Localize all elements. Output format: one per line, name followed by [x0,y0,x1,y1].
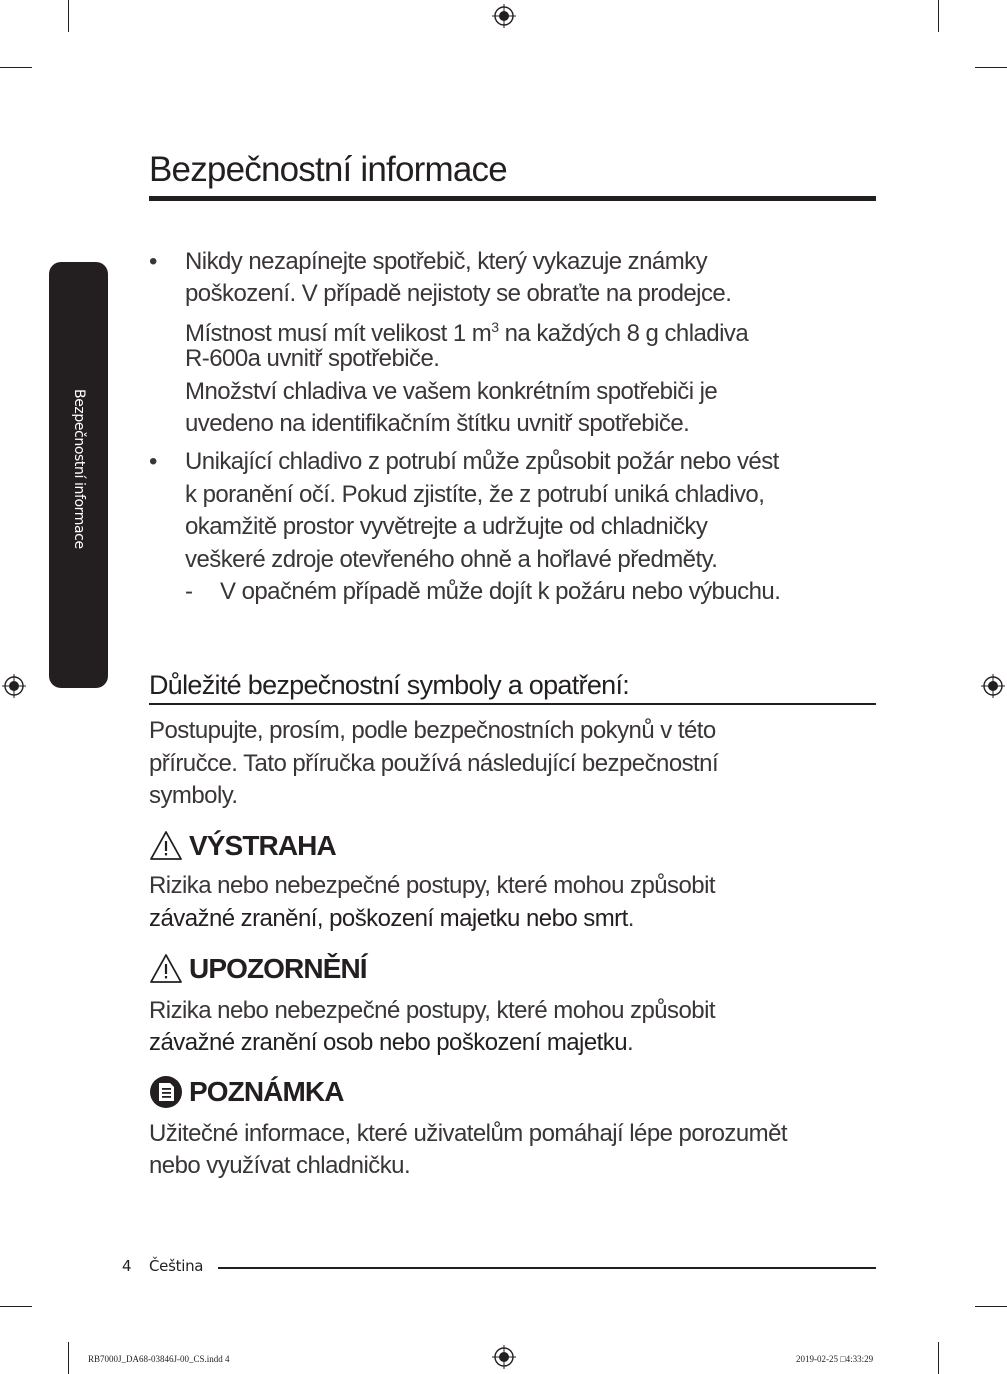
warning-description: Rizika nebo nebezpečné postupy, které mohou způsobit [149,872,715,899]
bullet-line: R-600a uvnitř spotřebiče. [185,345,440,372]
crop-mark [975,1306,1007,1307]
bullet-line: Unikající chladivo z potrubí může způsobit požár nebo vést [185,448,779,475]
caution-heading [149,951,367,987]
room-size-text: Místnost musí mít velikost 1 m [185,320,492,347]
caution-emphasis: závažné zranění osob nebo poškození majetku [149,1029,628,1056]
caution-description: Rizika nebo nebezpečné postupy, které mohou způsobit [149,997,715,1024]
bullet-line: k poranění očí. Pokud zjistíte, že z potrubí uniká chladivo, [185,481,765,508]
bullet-line: poškození. V případě nejistoty se obraťte na prodejce. [185,280,732,307]
warning-label: VÝSTRAHA [189,830,336,861]
page-title: Bezpečnostní informace [149,150,507,189]
crop-mark [68,0,69,32]
sub-bullet-dash: - [185,578,193,605]
title-rule [149,196,876,201]
chapter-side-tab-label: Bezpečnostní informace [71,389,87,549]
section-heading: Důležité bezpečnostní symboly a opatření: [149,670,630,700]
section-rule [149,703,876,705]
note-icon [149,1075,183,1109]
period: . [627,905,634,932]
sub-bullet-text: V opačném případě může dojít k požáru nebo výbuchu. [220,578,781,605]
bullet-line: okamžitě prostor vyvětrejte a udržujte od chladničky [185,513,708,540]
registration-mark-icon [981,674,1005,698]
registration-mark-icon [492,4,516,28]
bullet-marker: • [149,448,157,475]
warning-triangle-icon [149,953,183,985]
crop-mark [0,67,32,68]
superscript: 3 [491,319,499,335]
crop-mark [68,1342,69,1374]
bullet-line: veškeré zdroje otevřeného ohně a hořlavé předměty. [185,546,718,573]
caution-description-2 [149,1027,633,1060]
crop-mark [938,1342,939,1374]
bullet-marker: • [149,248,157,275]
chapter-side-tab [49,262,108,688]
crop-mark [975,67,1007,68]
crop-mark [938,0,939,32]
note-description: Užitečné informace, které uživatelům pomáhají lépe porozumět [149,1120,787,1147]
footer-rule [218,1267,876,1269]
bullet-line: uvedeno na identifikačním štítku uvnitř spotřebiče. [185,410,690,437]
warning-description-2 [149,903,634,936]
registration-mark-icon [2,674,26,698]
note-heading [149,1074,344,1110]
note-description-2: nebo využívat chladničku. [149,1152,411,1179]
intro-line: příručce. Tato příručka používá následující bezpečnostní [149,750,719,777]
bullet-line: Množství chladiva ve vašem konkrétním spotřebiči je [185,378,718,405]
page-number: 4 [122,1257,132,1275]
intro-line: symboly. [149,782,238,809]
warning-triangle-icon [149,830,183,862]
caution-label: UPOZORNĚNÍ [189,953,367,984]
warning-emphasis: závažné zranění, poškození majetku nebo smrt [149,905,628,932]
print-slug-date: 2019-02-25 □4:33:29 [796,1354,874,1364]
print-slug-file: RB7000J_DA68-03846J-00_CS.indd 4 [88,1354,230,1364]
period: . [627,1029,634,1056]
intro-line: Postupujte, prosím, podle bezpečnostních pokynů v této [149,717,716,744]
room-size-text-end: na každých 8 g chladiva [498,320,749,347]
crop-mark [0,1306,32,1307]
warning-heading [149,828,336,864]
registration-mark-icon [492,1345,516,1369]
bullet-line: Nikdy nezapínejte spotřebič, který vykazuje známky [185,248,708,275]
footer-language: Čeština [149,1257,204,1275]
note-label: POZNÁMKA [189,1076,344,1107]
